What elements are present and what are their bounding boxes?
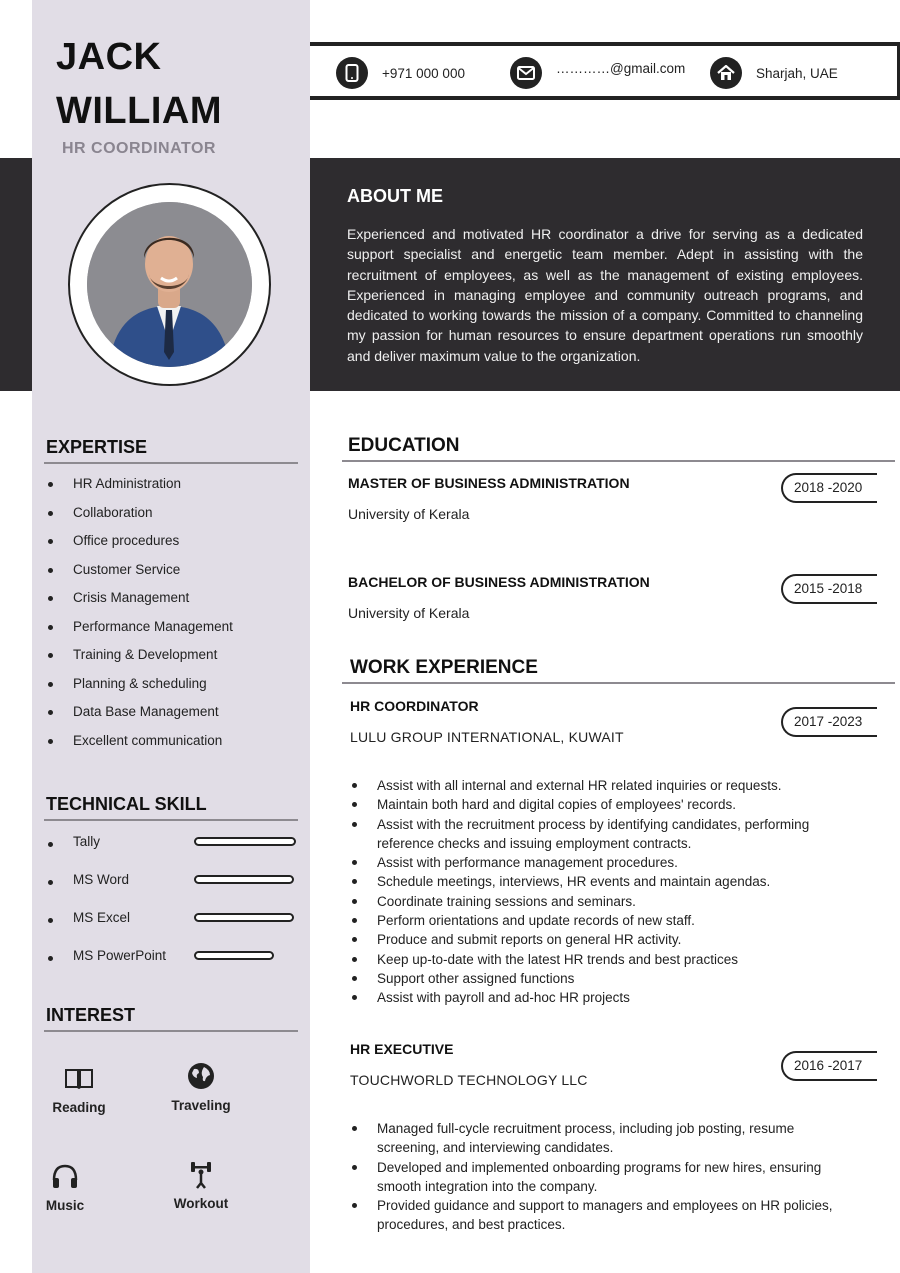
skill-row: [46, 832, 298, 856]
skill-row: [46, 908, 298, 932]
expertise-list: [46, 474, 233, 759]
phone-icon: [336, 57, 368, 89]
list-item: Assist with performance management procedures.: [350, 853, 850, 872]
list-item: Assist with payroll and ad-hoc HR projects: [350, 988, 850, 1007]
interest-workout: [156, 1158, 246, 1211]
date-badge: 2016 -2017: [781, 1051, 877, 1081]
interest-label: Reading: [52, 1100, 106, 1115]
interest-traveling: [156, 1060, 246, 1113]
bullet: [48, 880, 53, 885]
interest-music: [20, 1160, 110, 1213]
list-item: Maintain both hard and digital copies of employees' records.: [350, 795, 850, 814]
list-item: Coordinate training sessions and seminars.: [350, 892, 850, 911]
degree-title: BACHELOR OF BUSINESS ADMINISTRATION: [348, 574, 650, 590]
interest-label: Traveling: [171, 1098, 231, 1113]
globe-icon: [156, 1060, 246, 1092]
location-text: Sharjah, UAE: [756, 65, 838, 81]
skill-bar: [194, 875, 296, 884]
about-text: Experienced and motivated HR coordinator a drive for serving as a dedicated support specialist and energetic team member. Adept in assisting with the recruitment of employees, as well as the management of existing employees. Experienced in managing employee and community outreach programs, and dedicated to working towards the mission of a company. Committed to channeling my passion for human resources to ensure department operations run smoothly and deliver maximum value to the organization.: [347, 226, 863, 364]
school-name: University of Kerala: [348, 506, 470, 522]
skill-label: MS PowerPoint: [73, 948, 167, 963]
expertise-heading: EXPERTISE: [46, 437, 148, 457]
list-item: Keep up-to-date with the latest HR trends and best practices: [350, 950, 850, 969]
list-item: Managed full-cycle recruitment process, including job posting, resume screening, and interviewing candidates.: [350, 1119, 850, 1158]
contact-phone: [336, 57, 465, 89]
skill-label: MS Word: [73, 872, 130, 887]
contact-bar: [310, 42, 900, 100]
company-name: LULU GROUP INTERNATIONAL, KUWAIT: [350, 729, 624, 745]
expertise-divider: [44, 462, 298, 464]
list-item: Support other assigned functions: [350, 969, 850, 988]
book-icon: [34, 1062, 124, 1094]
skill-bar: [194, 913, 296, 922]
list-item: Excellent communication: [46, 731, 233, 760]
degree-title: MASTER OF BUSINESS ADMINISTRATION: [348, 475, 630, 491]
date-badge: 2017 -2023: [781, 707, 877, 737]
skill-bar: [194, 951, 296, 960]
skill-label: Tally: [73, 834, 101, 849]
about-heading: ABOUT ME: [347, 186, 443, 206]
list-item: Assist with the recruitment process by identifying candidates, performing reference checks and issuing employment contracts.: [350, 815, 850, 854]
interest-reading: [34, 1062, 124, 1115]
skill-label: MS Excel: [73, 910, 131, 925]
job-title-header: HR COORDINATOR: [62, 140, 216, 157]
list-item: Training & Development: [46, 645, 233, 674]
interest-label: Workout: [173, 1196, 229, 1211]
duties-list: [350, 1119, 850, 1235]
work-divider: [342, 682, 895, 684]
skill-row: [46, 870, 298, 894]
list-item: Crisis Management: [46, 588, 233, 617]
list-item: Assist with all internal and external HR related inquiries or requests.: [350, 776, 850, 795]
skill-bar-fill: [194, 837, 296, 846]
email-text: …………@gmail.com: [556, 60, 686, 76]
duties-list: [350, 776, 850, 1008]
skill-bar-fill: [194, 875, 294, 884]
bullet: [48, 956, 53, 961]
list-item: Provided guidance and support to managers and employees on HR policies, procedures, and best practices.: [350, 1196, 850, 1235]
company-name: TOUCHWORLD TECHNOLOGY LLC: [350, 1072, 588, 1088]
skill-bar-fill: [194, 951, 274, 960]
profile-photo-frame: [68, 183, 271, 386]
portrait-illustration: [87, 202, 252, 367]
education-divider: [342, 460, 895, 462]
email-icon: [510, 57, 542, 89]
list-item: Office procedures: [46, 531, 233, 560]
home-icon: [710, 57, 742, 89]
date-badge: 2015 -2018: [781, 574, 877, 604]
phone-text: +971 000 000: [382, 65, 465, 81]
bullet: [48, 918, 53, 923]
list-item: Data Base Management: [46, 702, 233, 731]
contact-email: [510, 52, 685, 84]
work-heading: WORK EXPERIENCE: [350, 657, 538, 678]
list-item: Performance Management: [46, 617, 233, 646]
list-item: Developed and implemented onboarding programs for new hires, ensuring smooth integration into the company.: [350, 1158, 850, 1197]
interest-heading: INTEREST: [46, 1005, 136, 1025]
technical-skill-divider: [44, 819, 298, 821]
profile-photo: [87, 202, 252, 367]
interest-divider: [44, 1030, 298, 1032]
job-title: HR COORDINATOR: [350, 698, 479, 714]
list-item: Collaboration: [46, 503, 233, 532]
list-item: Customer Service: [46, 560, 233, 589]
date-badge: 2018 -2020: [781, 473, 877, 503]
technical-skill-heading: TECHNICAL SKILL: [46, 794, 207, 814]
last-name: WILLIAM: [56, 90, 223, 132]
first-name: JACK: [56, 36, 162, 78]
list-item: Planning & scheduling: [46, 674, 233, 703]
list-item: Schedule meetings, interviews, HR events and maintain agendas.: [350, 872, 850, 891]
list-item: HR Administration: [46, 474, 233, 503]
list-item: Produce and submit reports on general HR activity.: [350, 930, 850, 949]
skill-row: [46, 946, 298, 970]
education-heading: EDUCATION: [348, 435, 460, 456]
bullet: [48, 842, 53, 847]
headphones-icon: [20, 1160, 110, 1192]
contact-location: [710, 57, 838, 89]
skill-bar-fill: [194, 913, 294, 922]
candidate-name: [56, 30, 222, 138]
school-name: University of Kerala: [348, 605, 470, 621]
list-item: Perform orientations and update records of new staff.: [350, 911, 850, 930]
job-title: HR EXECUTIVE: [350, 1041, 454, 1057]
skill-bar: [194, 837, 296, 846]
interest-label: Music: [45, 1198, 85, 1213]
dumbbell-icon: [156, 1158, 246, 1190]
